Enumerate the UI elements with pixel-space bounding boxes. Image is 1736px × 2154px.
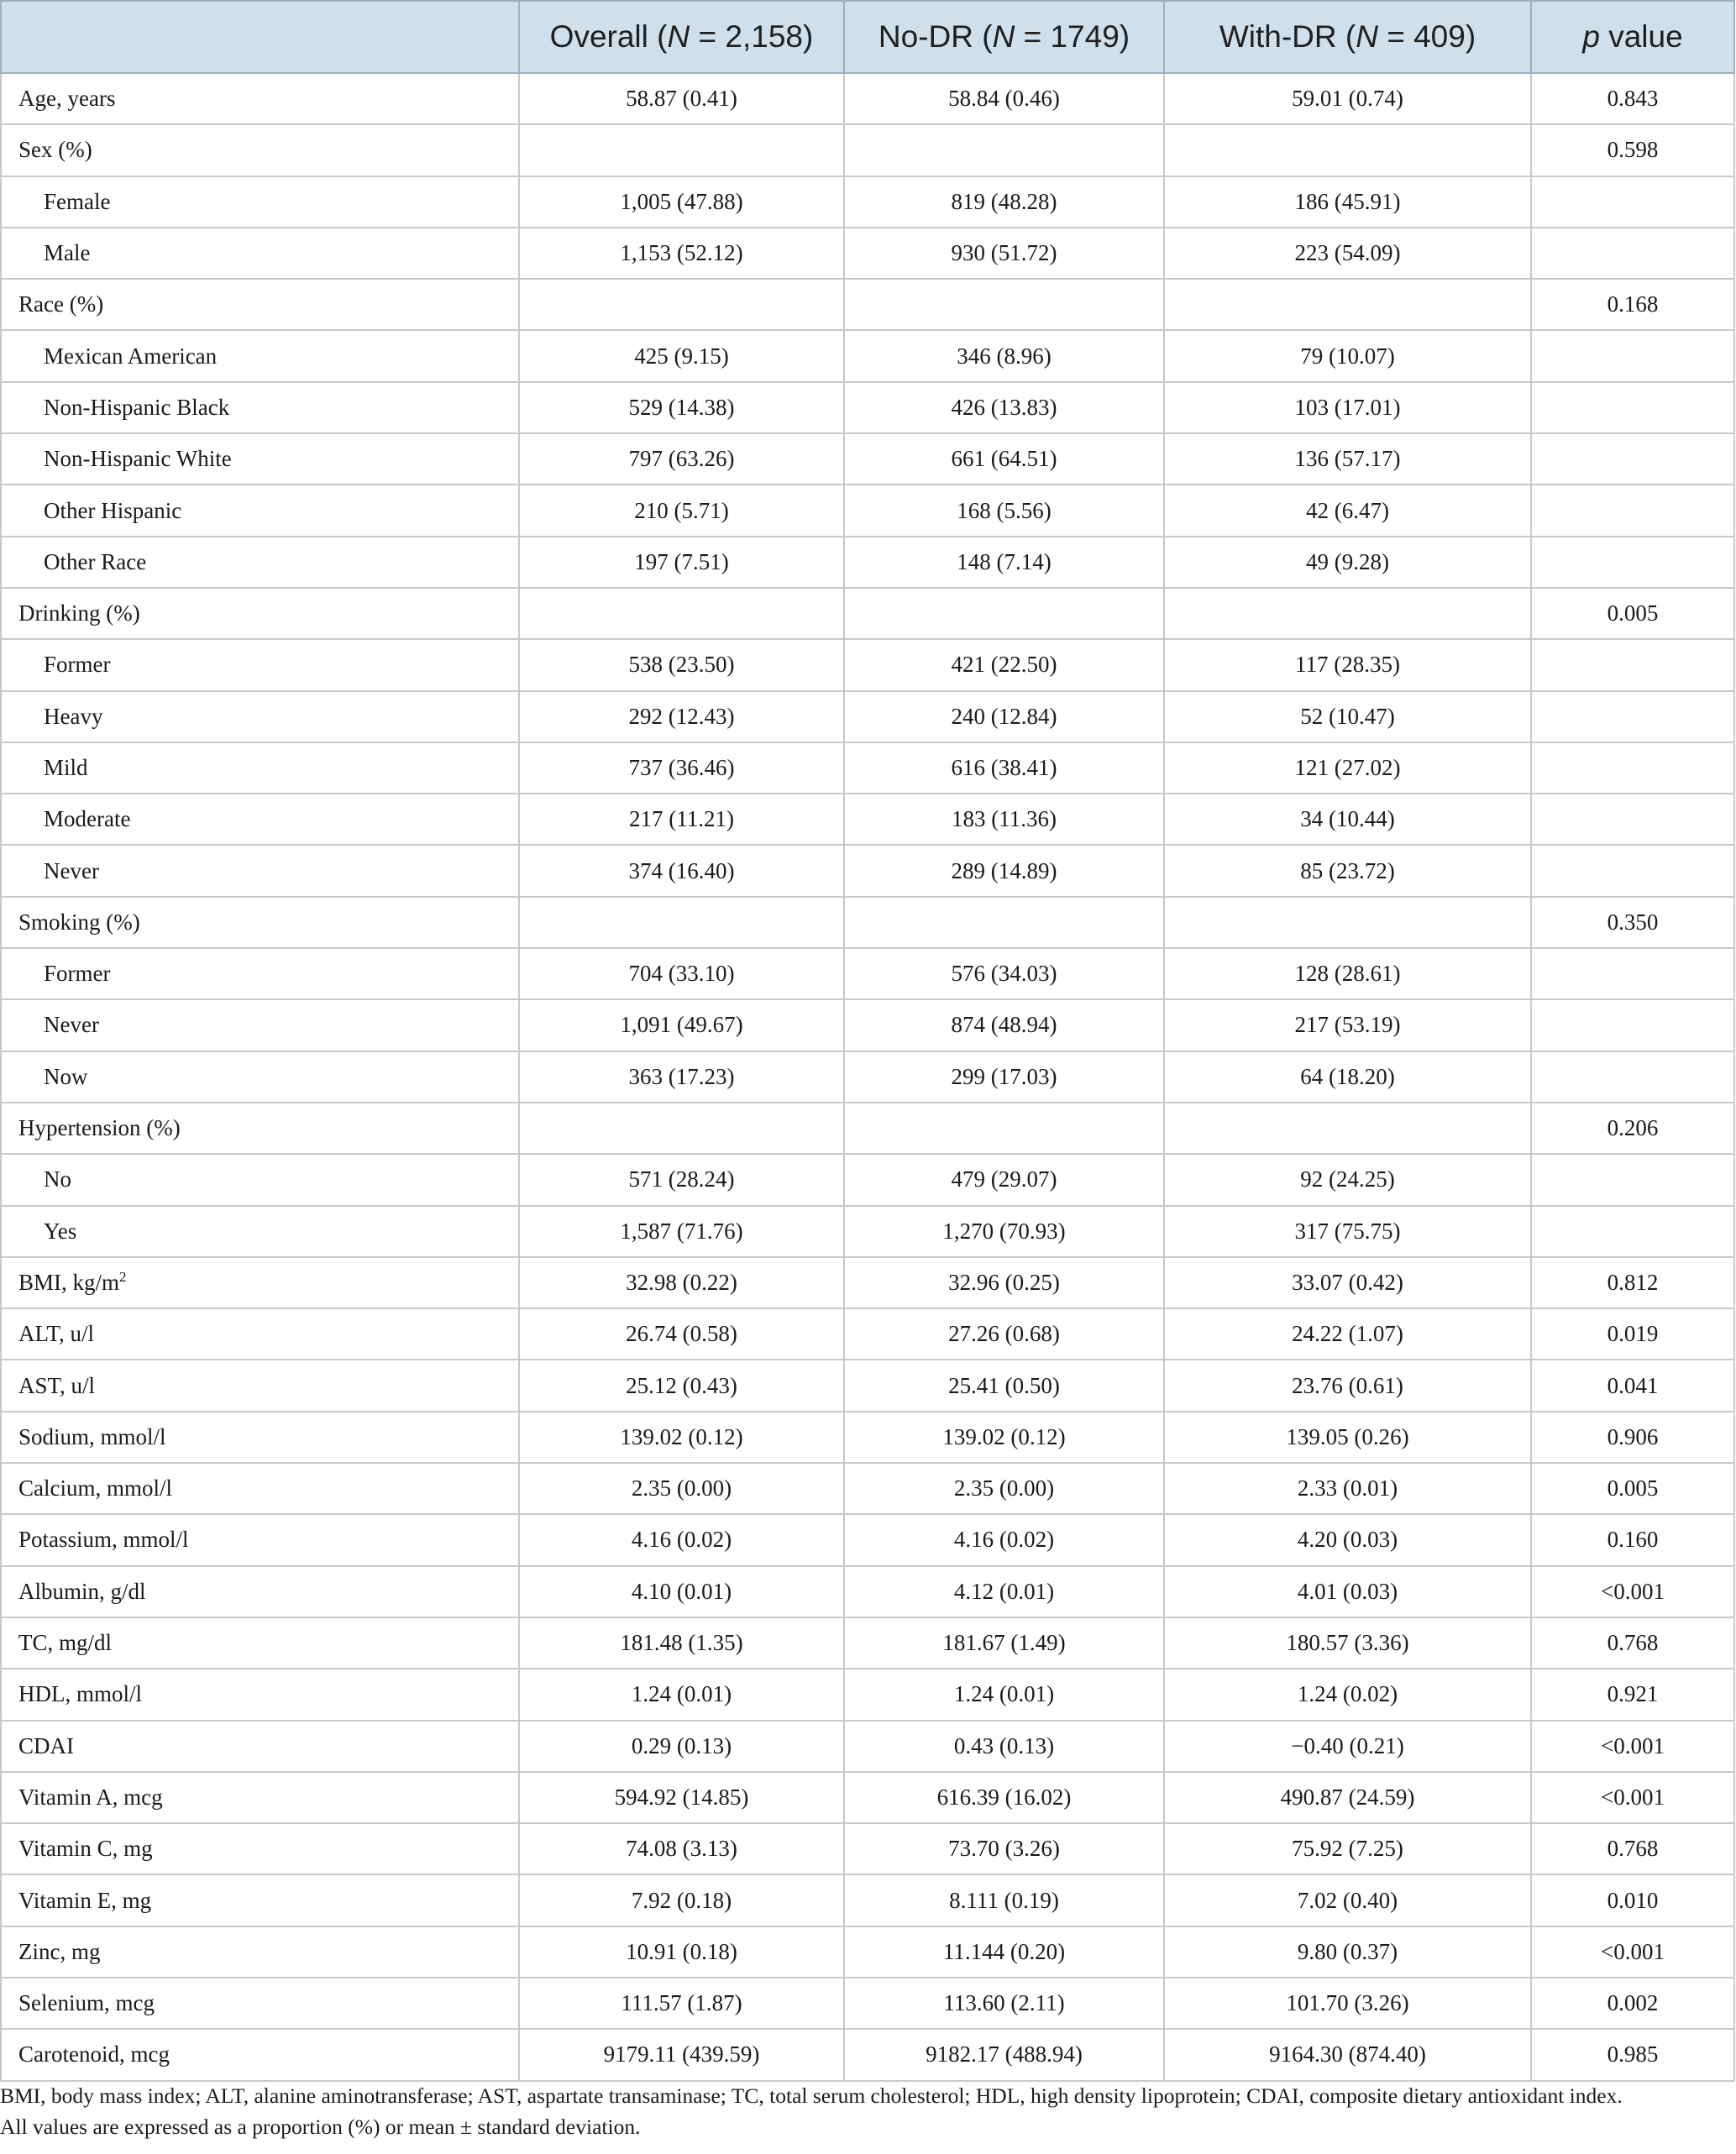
with-dr-cell: 217 (53.19) xyxy=(1164,999,1531,1051)
row-label: Vitamin A, mcg xyxy=(1,1772,519,1823)
row-label: CDAI xyxy=(1,1721,519,1772)
with-dr-cell: 9.80 (0.37) xyxy=(1164,1926,1531,1978)
with-dr-cell xyxy=(1164,897,1531,948)
table-row xyxy=(1,1669,1734,1720)
with-dr-cell: 9164.30 (874.40) xyxy=(1164,2029,1531,2080)
table-row xyxy=(1,279,1734,330)
table-row xyxy=(1,537,1734,588)
p-value-cell xyxy=(1531,794,1734,845)
table-row xyxy=(1,1514,1734,1565)
p-value-cell xyxy=(1531,691,1734,742)
row-label: Smoking (%) xyxy=(1,897,519,948)
with-dr-cell: 4.01 (0.03) xyxy=(1164,1566,1531,1617)
no-dr-cell: 25.41 (0.50) xyxy=(844,1360,1164,1411)
row-label: AST, u/l xyxy=(1,1360,519,1411)
with-dr-cell: 23.76 (0.61) xyxy=(1164,1360,1531,1411)
p-value-cell xyxy=(1531,382,1734,433)
row-label: Non-Hispanic Black xyxy=(1,382,519,433)
table-row xyxy=(1,382,1734,433)
with-dr-cell: 79 (10.07) xyxy=(1164,330,1531,381)
row-label: TC, mg/dl xyxy=(1,1617,519,1669)
overall-cell: 0.29 (0.13) xyxy=(519,1721,844,1772)
with-dr-cell: 59.01 (0.74) xyxy=(1164,73,1531,124)
overall-cell: 374 (16.40) xyxy=(519,845,844,896)
row-label: Drinking (%) xyxy=(1,588,519,639)
overall-cell: 2.35 (0.00) xyxy=(519,1463,844,1514)
p-value-cell xyxy=(1531,639,1734,690)
p-value-cell: 0.041 xyxy=(1531,1360,1734,1411)
with-dr-cell: 223 (54.09) xyxy=(1164,228,1531,279)
with-dr-cell: 49 (9.28) xyxy=(1164,537,1531,588)
table-row xyxy=(1,330,1734,381)
table-row xyxy=(1,1926,1734,1978)
row-label: Other Hispanic xyxy=(1,485,519,536)
with-dr-cell xyxy=(1164,124,1531,176)
no-dr-cell: 73.70 (3.26) xyxy=(844,1823,1164,1874)
table-row xyxy=(1,124,1734,176)
table-header-row xyxy=(1,1,1734,73)
table-row xyxy=(1,1874,1734,1926)
overall-cell: 4.16 (0.02) xyxy=(519,1514,844,1565)
no-dr-cell: 930 (51.72) xyxy=(844,228,1164,279)
table-row xyxy=(1,228,1734,279)
row-label: Sex (%) xyxy=(1,124,519,176)
with-dr-cell: 186 (45.91) xyxy=(1164,176,1531,228)
table-row xyxy=(1,1823,1734,1874)
row-label: HDL, mmol/l xyxy=(1,1669,519,1720)
no-dr-cell xyxy=(844,124,1164,176)
row-label: Race (%) xyxy=(1,279,519,330)
table-row xyxy=(1,588,1734,639)
no-dr-cell: 421 (22.50) xyxy=(844,639,1164,690)
p-value-cell: 0.843 xyxy=(1531,73,1734,124)
no-dr-cell: 32.96 (0.25) xyxy=(844,1257,1164,1308)
p-value-cell xyxy=(1531,845,1734,896)
table-row xyxy=(1,1206,1734,1257)
table-row xyxy=(1,485,1734,536)
overall-cell: 210 (5.71) xyxy=(519,485,844,536)
table-row xyxy=(1,691,1734,742)
footnote-abbreviations: BMI, body mass index; ALT, alanine aminotransferase; AST, aspartate transaminase; TC, total serum cholesterol; HDL, high density lipoprotein; CDAI, composite dietary antioxidant index. xyxy=(0,2083,1623,2108)
no-dr-cell: 4.16 (0.02) xyxy=(844,1514,1164,1565)
overall-cell: 9179.11 (439.59) xyxy=(519,2029,844,2080)
p-value-cell: 0.005 xyxy=(1531,1463,1734,1514)
overall-cell: 1,153 (52.12) xyxy=(519,228,844,279)
overall-cell xyxy=(519,588,844,639)
p-value-cell: 0.005 xyxy=(1531,588,1734,639)
table-row xyxy=(1,897,1734,948)
p-value-cell xyxy=(1531,999,1734,1051)
table-row xyxy=(1,1566,1734,1617)
overall-cell xyxy=(519,279,844,330)
with-dr-cell: 117 (28.35) xyxy=(1164,639,1531,690)
overall-cell: 737 (36.46) xyxy=(519,742,844,794)
table-row xyxy=(1,1051,1734,1103)
p-value-cell: 0.812 xyxy=(1531,1257,1734,1308)
overall-cell: 32.98 (0.22) xyxy=(519,1257,844,1308)
with-dr-cell: 136 (57.17) xyxy=(1164,433,1531,485)
with-dr-cell: 85 (23.72) xyxy=(1164,845,1531,896)
row-label: Zinc, mg xyxy=(1,1926,519,1978)
table-row xyxy=(1,1412,1734,1463)
p-value-cell xyxy=(1531,1206,1734,1257)
no-dr-cell: 139.02 (0.12) xyxy=(844,1412,1164,1463)
with-dr-cell: 317 (75.75) xyxy=(1164,1206,1531,1257)
no-dr-cell: 289 (14.89) xyxy=(844,845,1164,896)
row-label: Other Race xyxy=(1,537,519,588)
no-dr-cell: 240 (12.84) xyxy=(844,691,1164,742)
row-label: Mild xyxy=(1,742,519,794)
header-variable xyxy=(1,1,519,73)
table-row xyxy=(1,1772,1734,1823)
with-dr-cell: 4.20 (0.03) xyxy=(1164,1514,1531,1565)
overall-cell: 58.87 (0.41) xyxy=(519,73,844,124)
row-label: Vitamin E, mg xyxy=(1,1874,519,1926)
with-dr-cell: 64 (18.20) xyxy=(1164,1051,1531,1103)
row-label: Vitamin C, mg xyxy=(1,1823,519,1874)
row-label: Never xyxy=(1,999,519,1051)
row-label: Now xyxy=(1,1051,519,1103)
table-row xyxy=(1,1721,1734,1772)
p-value-cell xyxy=(1531,1051,1734,1103)
row-label: Never xyxy=(1,845,519,896)
no-dr-cell: 1.24 (0.01) xyxy=(844,1669,1164,1720)
no-dr-cell: 9182.17 (488.94) xyxy=(844,2029,1164,2080)
p-value-cell: 0.168 xyxy=(1531,279,1734,330)
with-dr-cell xyxy=(1164,1103,1531,1154)
overall-cell: 363 (17.23) xyxy=(519,1051,844,1103)
with-dr-cell: 139.05 (0.26) xyxy=(1164,1412,1531,1463)
no-dr-cell: 11.144 (0.20) xyxy=(844,1926,1164,1978)
no-dr-cell: 0.43 (0.13) xyxy=(844,1721,1164,1772)
row-label: Albumin, g/dl xyxy=(1,1566,519,1617)
p-value-cell: 0.768 xyxy=(1531,1617,1734,1669)
table-row xyxy=(1,1978,1734,2029)
row-label: Selenium, mcg xyxy=(1,1978,519,2029)
no-dr-cell xyxy=(844,279,1164,330)
with-dr-cell xyxy=(1164,588,1531,639)
table-row xyxy=(1,1617,1734,1669)
p-value-cell: 0.921 xyxy=(1531,1669,1734,1720)
overall-cell: 139.02 (0.12) xyxy=(519,1412,844,1463)
overall-cell: 704 (33.10) xyxy=(519,948,844,999)
p-value-cell: 0.350 xyxy=(1531,897,1734,948)
footnote-values: All values are expressed as a proportion (%) or mean ± standard deviation. xyxy=(0,2115,641,2139)
table-body xyxy=(1,73,1734,2081)
row-label: Non-Hispanic White xyxy=(1,433,519,485)
p-value-cell xyxy=(1531,948,1734,999)
row-label: Carotenoid, mcg xyxy=(1,2029,519,2080)
overall-cell: 425 (9.15) xyxy=(519,330,844,381)
no-dr-cell xyxy=(844,897,1164,948)
p-value-cell: <0.001 xyxy=(1531,1926,1734,1978)
row-label: BMI, $kg/m^2$ xyxy=(1,1257,519,1308)
row-label: Former xyxy=(1,639,519,690)
no-dr-cell: 479 (29.07) xyxy=(844,1154,1164,1205)
row-label: Yes xyxy=(1,1206,519,1257)
table-row xyxy=(1,948,1734,999)
no-dr-cell: 113.60 (2.11) xyxy=(844,1978,1164,2029)
p-value-cell xyxy=(1531,1154,1734,1205)
header-overall: Overall (N = 2,158) xyxy=(519,1,844,73)
with-dr-cell: 75.92 (7.25) xyxy=(1164,1823,1531,1874)
no-dr-cell: 148 (7.14) xyxy=(844,537,1164,588)
no-dr-cell: 181.67 (1.49) xyxy=(844,1617,1164,1669)
table-row xyxy=(1,1257,1734,1308)
p-value-cell xyxy=(1531,330,1734,381)
row-label: Sodium, mmol/l xyxy=(1,1412,519,1463)
overall-cell: 111.57 (1.87) xyxy=(519,1978,844,2029)
no-dr-cell: 874 (48.94) xyxy=(844,999,1164,1051)
row-label: Former xyxy=(1,948,519,999)
no-dr-cell: 4.12 (0.01) xyxy=(844,1566,1164,1617)
with-dr-cell: 2.33 (0.01) xyxy=(1164,1463,1531,1514)
p-value-cell: 0.906 xyxy=(1531,1412,1734,1463)
no-dr-cell xyxy=(844,1103,1164,1154)
with-dr-cell: 24.22 (1.07) xyxy=(1164,1308,1531,1360)
with-dr-cell xyxy=(1164,279,1531,330)
table-row xyxy=(1,73,1734,124)
no-dr-cell: 299 (17.03) xyxy=(844,1051,1164,1103)
p-value-cell: 0.598 xyxy=(1531,124,1734,176)
no-dr-cell: 168 (5.56) xyxy=(844,485,1164,536)
no-dr-cell: 2.35 (0.00) xyxy=(844,1463,1164,1514)
with-dr-cell: 33.07 (0.42) xyxy=(1164,1257,1531,1308)
with-dr-cell: 52 (10.47) xyxy=(1164,691,1531,742)
with-dr-cell: 180.57 (3.36) xyxy=(1164,1617,1531,1669)
no-dr-cell: 183 (11.36) xyxy=(844,794,1164,845)
no-dr-cell: 426 (13.83) xyxy=(844,382,1164,433)
with-dr-cell: 92 (24.25) xyxy=(1164,1154,1531,1205)
overall-cell: 10.91 (0.18) xyxy=(519,1926,844,1978)
p-value-cell: 0.160 xyxy=(1531,1514,1734,1565)
no-dr-cell: 58.84 (0.46) xyxy=(844,73,1164,124)
overall-cell: 26.74 (0.58) xyxy=(519,1308,844,1360)
overall-cell: 1,091 (49.67) xyxy=(519,999,844,1051)
p-value-cell xyxy=(1531,228,1734,279)
overall-cell: 1.24 (0.01) xyxy=(519,1669,844,1720)
with-dr-cell: 1.24 (0.02) xyxy=(1164,1669,1531,1720)
p-value-cell: <0.001 xyxy=(1531,1566,1734,1617)
p-value-cell xyxy=(1531,485,1734,536)
with-dr-cell: 128 (28.61) xyxy=(1164,948,1531,999)
no-dr-cell xyxy=(844,588,1164,639)
row-label: Potassium, mmol/l xyxy=(1,1514,519,1565)
p-value-cell xyxy=(1531,176,1734,228)
table-row xyxy=(1,845,1734,896)
p-value-cell: 0.206 xyxy=(1531,1103,1734,1154)
with-dr-cell: 34 (10.44) xyxy=(1164,794,1531,845)
table-row xyxy=(1,2029,1734,2080)
overall-cell xyxy=(519,897,844,948)
no-dr-cell: 346 (8.96) xyxy=(844,330,1164,381)
p-value-cell: 0.019 xyxy=(1531,1308,1734,1360)
p-value-cell xyxy=(1531,537,1734,588)
overall-cell: 7.92 (0.18) xyxy=(519,1874,844,1926)
p-value-cell xyxy=(1531,742,1734,794)
table-row xyxy=(1,794,1734,845)
row-label: Age, years xyxy=(1,73,519,124)
header-with-dr: With-DR (N = 409) xyxy=(1164,1,1531,73)
header-no-dr: No-DR (N = 1749) xyxy=(844,1,1164,73)
overall-cell: 571 (28.24) xyxy=(519,1154,844,1205)
table-row xyxy=(1,176,1734,228)
row-label: ALT, u/l xyxy=(1,1308,519,1360)
row-label: Calcium, mmol/l xyxy=(1,1463,519,1514)
p-value-cell xyxy=(1531,433,1734,485)
no-dr-cell: 819 (48.28) xyxy=(844,176,1164,228)
overall-cell: 594.92 (14.85) xyxy=(519,1772,844,1823)
overall-cell: 217 (11.21) xyxy=(519,794,844,845)
p-value-cell: 0.985 xyxy=(1531,2029,1734,2080)
overall-cell xyxy=(519,124,844,176)
table-row xyxy=(1,999,1734,1051)
table-row xyxy=(1,639,1734,690)
row-label: Female xyxy=(1,176,519,228)
table-row xyxy=(1,742,1734,794)
overall-cell xyxy=(519,1103,844,1154)
overall-cell: 181.48 (1.35) xyxy=(519,1617,844,1669)
table-row xyxy=(1,1308,1734,1360)
with-dr-cell: 121 (27.02) xyxy=(1164,742,1531,794)
row-label: Moderate xyxy=(1,794,519,845)
table-row xyxy=(1,433,1734,485)
with-dr-cell: 7.02 (0.40) xyxy=(1164,1874,1531,1926)
row-label: No xyxy=(1,1154,519,1205)
no-dr-cell: 27.26 (0.68) xyxy=(844,1308,1164,1360)
overall-cell: 1,587 (71.76) xyxy=(519,1206,844,1257)
table-row xyxy=(1,1463,1734,1514)
overall-cell: 25.12 (0.43) xyxy=(519,1360,844,1411)
no-dr-cell: 576 (34.03) xyxy=(844,948,1164,999)
with-dr-cell: −0.40 (0.21) xyxy=(1164,1721,1531,1772)
no-dr-cell: 661 (64.51) xyxy=(844,433,1164,485)
no-dr-cell: 8.111 (0.19) xyxy=(844,1874,1164,1926)
table-row xyxy=(1,1360,1734,1411)
overall-cell: 797 (63.26) xyxy=(519,433,844,485)
no-dr-cell: 616.39 (16.02) xyxy=(844,1772,1164,1823)
with-dr-cell: 490.87 (24.59) xyxy=(1164,1772,1531,1823)
with-dr-cell: 42 (6.47) xyxy=(1164,485,1531,536)
p-value-cell: 0.010 xyxy=(1531,1874,1734,1926)
overall-cell: 1,005 (47.88) xyxy=(519,176,844,228)
p-value-cell: <0.001 xyxy=(1531,1721,1734,1772)
overall-cell: 529 (14.38) xyxy=(519,382,844,433)
no-dr-cell: 1,270 (70.93) xyxy=(844,1206,1164,1257)
no-dr-cell: 616 (38.41) xyxy=(844,742,1164,794)
row-label: Mexican American xyxy=(1,330,519,381)
row-label: Hypertension (%) xyxy=(1,1103,519,1154)
table-row xyxy=(1,1154,1734,1205)
table-row xyxy=(1,1103,1734,1154)
row-label: Male xyxy=(1,228,519,279)
p-value-cell: <0.001 xyxy=(1531,1772,1734,1823)
row-label: Heavy xyxy=(1,691,519,742)
p-value-cell: 0.002 xyxy=(1531,1978,1734,2029)
p-value-cell: 0.768 xyxy=(1531,1823,1734,1874)
header-p-value: p value xyxy=(1531,1,1734,73)
overall-cell: 197 (7.51) xyxy=(519,537,844,588)
with-dr-cell: 103 (17.01) xyxy=(1164,382,1531,433)
overall-cell: 538 (23.50) xyxy=(519,639,844,690)
with-dr-cell: 101.70 (3.26) xyxy=(1164,1978,1531,2029)
overall-cell: 292 (12.43) xyxy=(519,691,844,742)
overall-cell: 4.10 (0.01) xyxy=(519,1566,844,1617)
overall-cell: 74.08 (3.13) xyxy=(519,1823,844,1874)
